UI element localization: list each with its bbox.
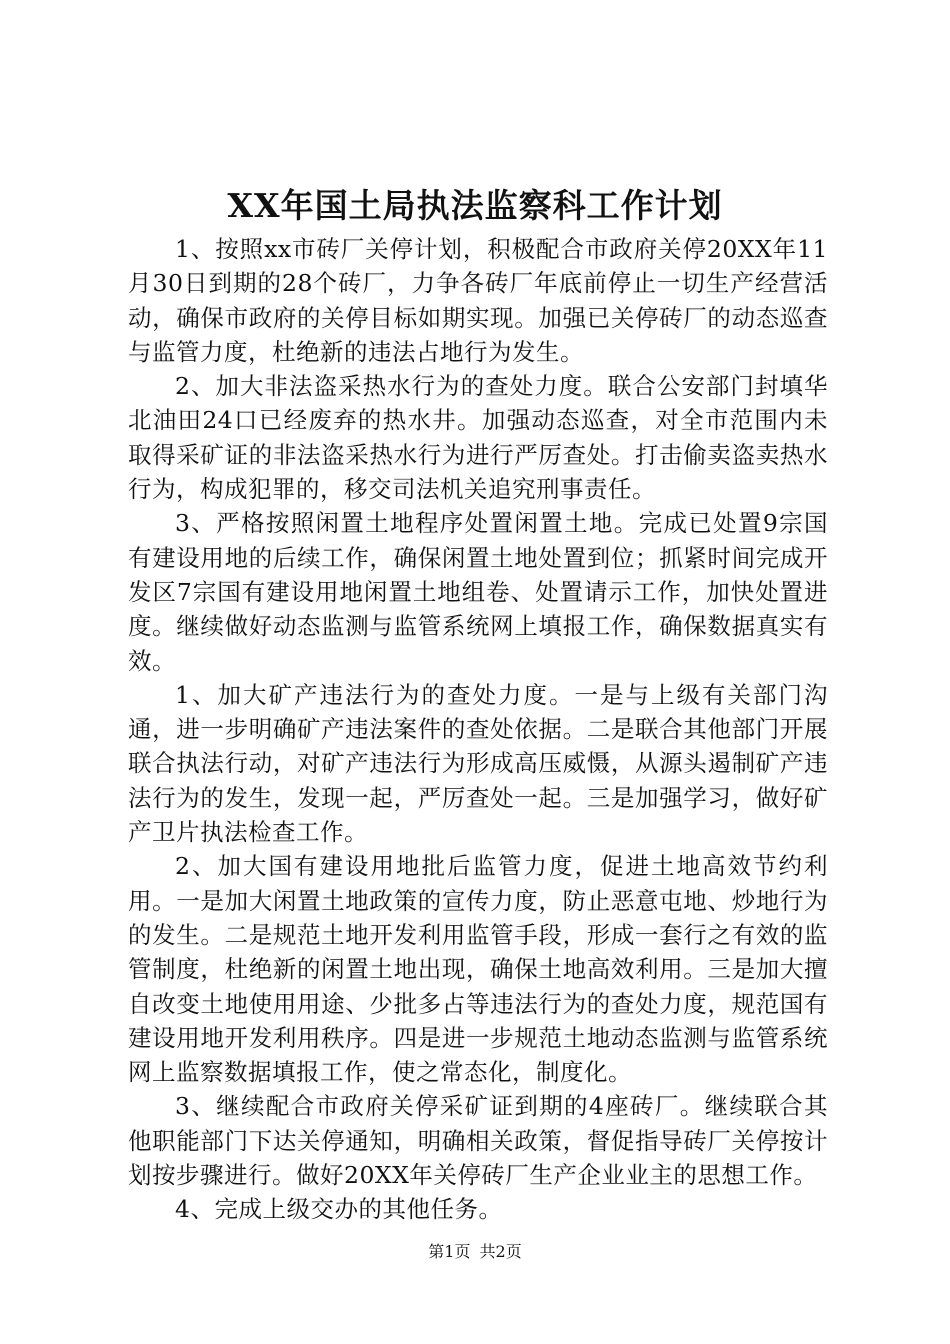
page-total: 共2页 <box>479 1242 522 1261</box>
paragraph-5: 2、加大国有建设用地批后监管力度，促进土地高效节约利用。一是加大闲置土地政策的宣传力度，防止恶意屯地、炒地行为的发生。二是规范土地开发利用监管手段，形成一套行之有效的监管制度，杜绝新的闲置土地出现，确保土地高效利用。三是加大擅自改变土地使用用途、少批多占等违法行为的查处力度，规范国有建设用地开发利用秩序。四是进一步规范土地动态监测与监管系统网上监察数据填报工作，使之常态化，制度化。 <box>128 852 828 1087</box>
page-footer <box>0 1240 950 1264</box>
page-number: 第1页 <box>428 1242 471 1261</box>
paragraph-2: 2、加大非法盗采热水行为的查处力度。联合公安部门封填华北油田24口已经废弃的热水井。加强动态巡查，对全市范围内未取得采矿证的非法盗采热水行为进行严厉查处。打击偷卖盗卖热水行为，构成犯罪的，移交司法机关追究刑事责任。 <box>128 372 828 504</box>
document-title: XX年国土局执法监察科工作计划 <box>227 186 723 225</box>
paragraph-7: 4、完成上级交办的其他任务。 <box>175 1195 503 1224</box>
document-body <box>128 232 828 1227</box>
paragraph-1: 1、按照xx市砖厂关停计划，积极配合市政府关停20XX年11月30日到期的28个砖厂，力争各砖厂年底前停止一切生产经营活动，确保市政府的关停目标如期实现。加强已关停砖厂的动态巡查与监管力度，杜绝新的违法占地行为发生。 <box>128 235 828 366</box>
paragraph-6: 3、继续配合市政府关停采矿证到期的4座砖厂。继续联合其他职能部门下达关停通知，明确相关政策，督促指导砖厂关停按计划按步骤进行。做好20XX年关停砖厂生产企业业主的思想工作。 <box>128 1092 828 1190</box>
paragraph-4: 1、加大矿产违法行为的查处力度。一是与上级有关部门沟通，进一步明确矿产违法案件的查处依据。二是联合其他部门开展联合执法行动，对矿产违法行为形成高压威慑，从源头遏制矿产违法行为的发生，发现一起，严厉查处一起。三是加强学习，做好矿产卫片执法检查工作。 <box>128 680 828 847</box>
paragraph-3: 3、严格按照闲置土地程序处置闲置土地。完成已处置9宗国有建设用地的后续工作，确保闲置土地处置到位；抓紧时间完成开发区7宗国有建设用地闲置土地组卷、处置请示工作，加快处置进度。继续做好动态监测与监管系统网上填报工作，确保数据真实有效。 <box>128 509 828 675</box>
